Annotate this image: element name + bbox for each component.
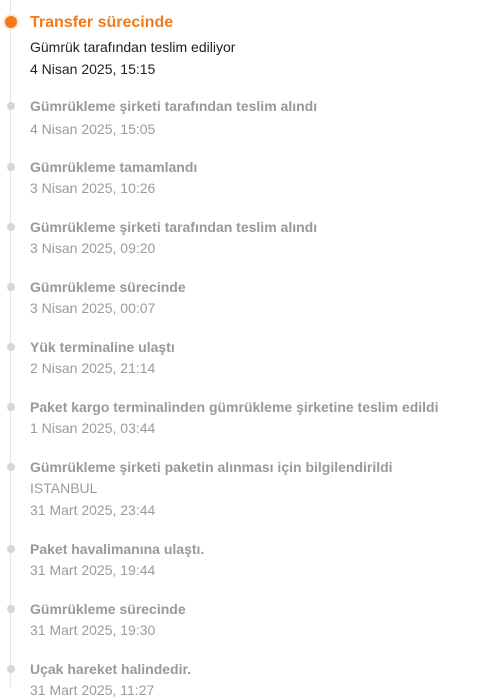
event-title: Paket kargo terminalinden gümrükleme şirketine teslim edildi [30,399,439,415]
event-title: Paket havalimanına ulaştı. [30,541,205,557]
event-title: Gümrükleme şirketi tarafından teslim alındı [30,219,318,235]
event-location: ISTANBUL [30,480,98,496]
timeline-dot-icon [7,102,15,110]
event-datetime: 31 Mart 2025, 19:30 [30,622,156,638]
timeline-dot-icon [7,223,15,231]
timeline-dot-icon [7,605,15,613]
event-title: Uçak hareket halindedir. [30,661,192,677]
event-datetime: 1 Nisan 2025, 03:44 [30,420,156,436]
timeline-dot-icon [7,283,15,291]
timeline-dot-icon [7,403,15,411]
event-title: Gümrükleme şirketi tarafından teslim alındı [30,98,318,114]
timeline-dot-icon [7,463,15,471]
event-datetime: 3 Nisan 2025, 09:20 [30,240,156,256]
timeline-dot-icon [7,163,15,171]
timeline-dot-icon [7,665,15,673]
current-status-detail: Gümrük tarafından teslim ediliyor [30,39,236,55]
current-status-title: Transfer sürecinde [30,14,174,31]
event-datetime: 2 Nisan 2025, 21:14 [30,360,156,376]
event-datetime: 31 Mart 2025, 11:27 [30,682,155,698]
event-datetime: 31 Mart 2025, 19:44 [30,562,156,578]
event-title: Gümrükleme tamamlandı [30,159,198,175]
event-title: Gümrükleme sürecinde [30,601,186,617]
event-datetime: 3 Nisan 2025, 10:26 [30,180,156,196]
timeline-dot-icon [7,545,15,553]
event-datetime: 3 Nisan 2025, 00:07 [30,300,156,316]
event-title: Gümrükleme şirketi paketin alınması için bilgilendirildi [30,459,393,475]
event-title: Yük terminaline ulaştı [30,339,175,355]
event-title: Gümrükleme sürecinde [30,279,186,295]
event-datetime: 4 Nisan 2025, 15:05 [30,121,156,137]
timeline-dot-icon [7,343,15,351]
event-datetime: 31 Mart 2025, 23:44 [30,502,156,518]
active-status-dot-icon [5,16,17,28]
current-status-datetime: 4 Nisan 2025, 15:15 [30,61,156,77]
